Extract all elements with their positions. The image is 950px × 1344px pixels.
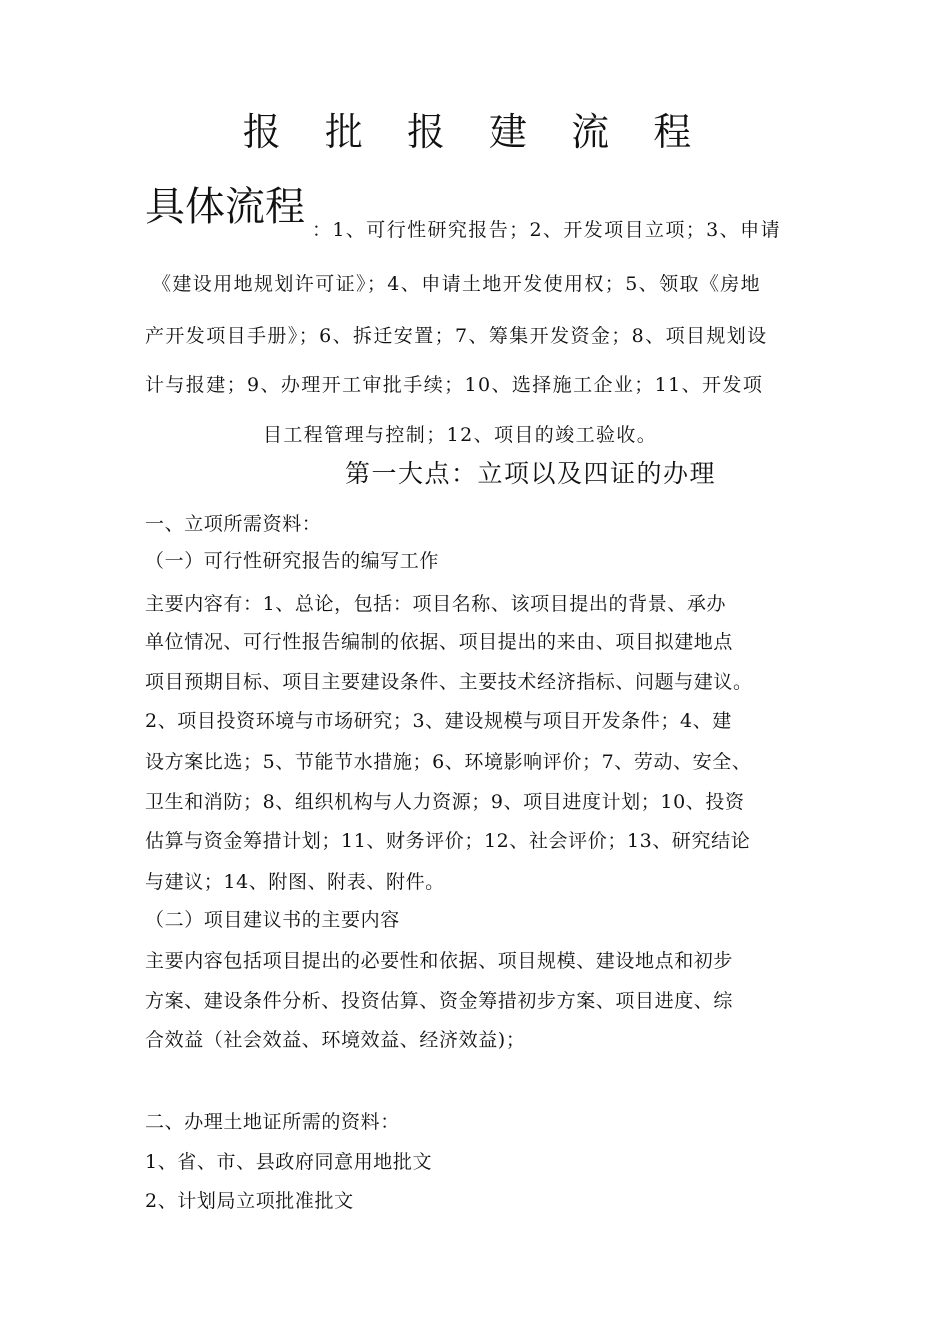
flow-line: 《建设用地规划许可证》；4、申请土地开发使用权；5、领取《房地 — [152, 273, 762, 295]
section-heading: 第一大点：立项以及四证的办理 — [345, 459, 717, 488]
body-line: 与建议；14、附图、附表、附件。 — [145, 871, 445, 893]
flow-label: 具体流程 — [145, 184, 305, 230]
flow-line: 产开发项目手册》；6、拆迁安置；7、筹集开发资金；8、项目规划设 — [145, 325, 768, 347]
body-line: 设方案比选；5、节能节水措施；6、环境影响评价；7、劳动、安全、 — [145, 751, 752, 773]
body-line: 1、省、市、县政府同意用地批文 — [145, 1151, 433, 1173]
flow-line: ：1、可行性研究报告；2、开发项目立项；3、申请 — [312, 219, 781, 241]
body-line: 二、办理土地证所需的资料： — [145, 1111, 400, 1133]
body-line: 合效益（社会效益、环境效益、经济效益)； — [145, 1029, 526, 1051]
body-line: 一、立项所需资料： — [145, 513, 322, 535]
body-line: 卫生和消防；8、组织机构与人力资源；9、项目进度计划；10、投资 — [145, 791, 745, 813]
body-line: 主要内容有：1、总论，包括：项目名称、该项目提出的背景、承办 — [145, 593, 727, 615]
body-line: 方案、建设条件分析、投资估算、资金筹措初步方案、项目进度、综 — [145, 990, 734, 1012]
body-line: 单位情况、可行性报告编制的依据、项目提出的来由、项目拟建地点 — [145, 631, 734, 653]
document-title: 报 批 报 建 流 程 — [242, 110, 708, 154]
body-line: 估算与资金筹措计划；11、财务评价；12、社会评价；13、研究结论 — [145, 830, 751, 852]
flow-line: 目工程管理与控制；12、项目的竣工验收。 — [263, 424, 658, 446]
body-line: 2、计划局立项批准批文 — [145, 1190, 354, 1212]
body-line: 项目预期目标、项目主要建设条件、主要技术经济指标、问题与建议。 — [145, 671, 753, 693]
body-line: （二）项目建议书的主要内容 — [145, 909, 400, 931]
body-line: （一）可行性研究报告的编写工作 — [145, 550, 440, 572]
body-line: 主要内容包括项目提出的必要性和依据、项目规模、建设地点和初步 — [145, 950, 734, 972]
flow-line: 计与报建；9、办理开工审批手续；10、选择施工企业；11、开发项 — [145, 374, 764, 396]
body-line: 2、项目投资环境与市场研究；3、建设规模与项目开发条件；4、建 — [145, 710, 732, 732]
